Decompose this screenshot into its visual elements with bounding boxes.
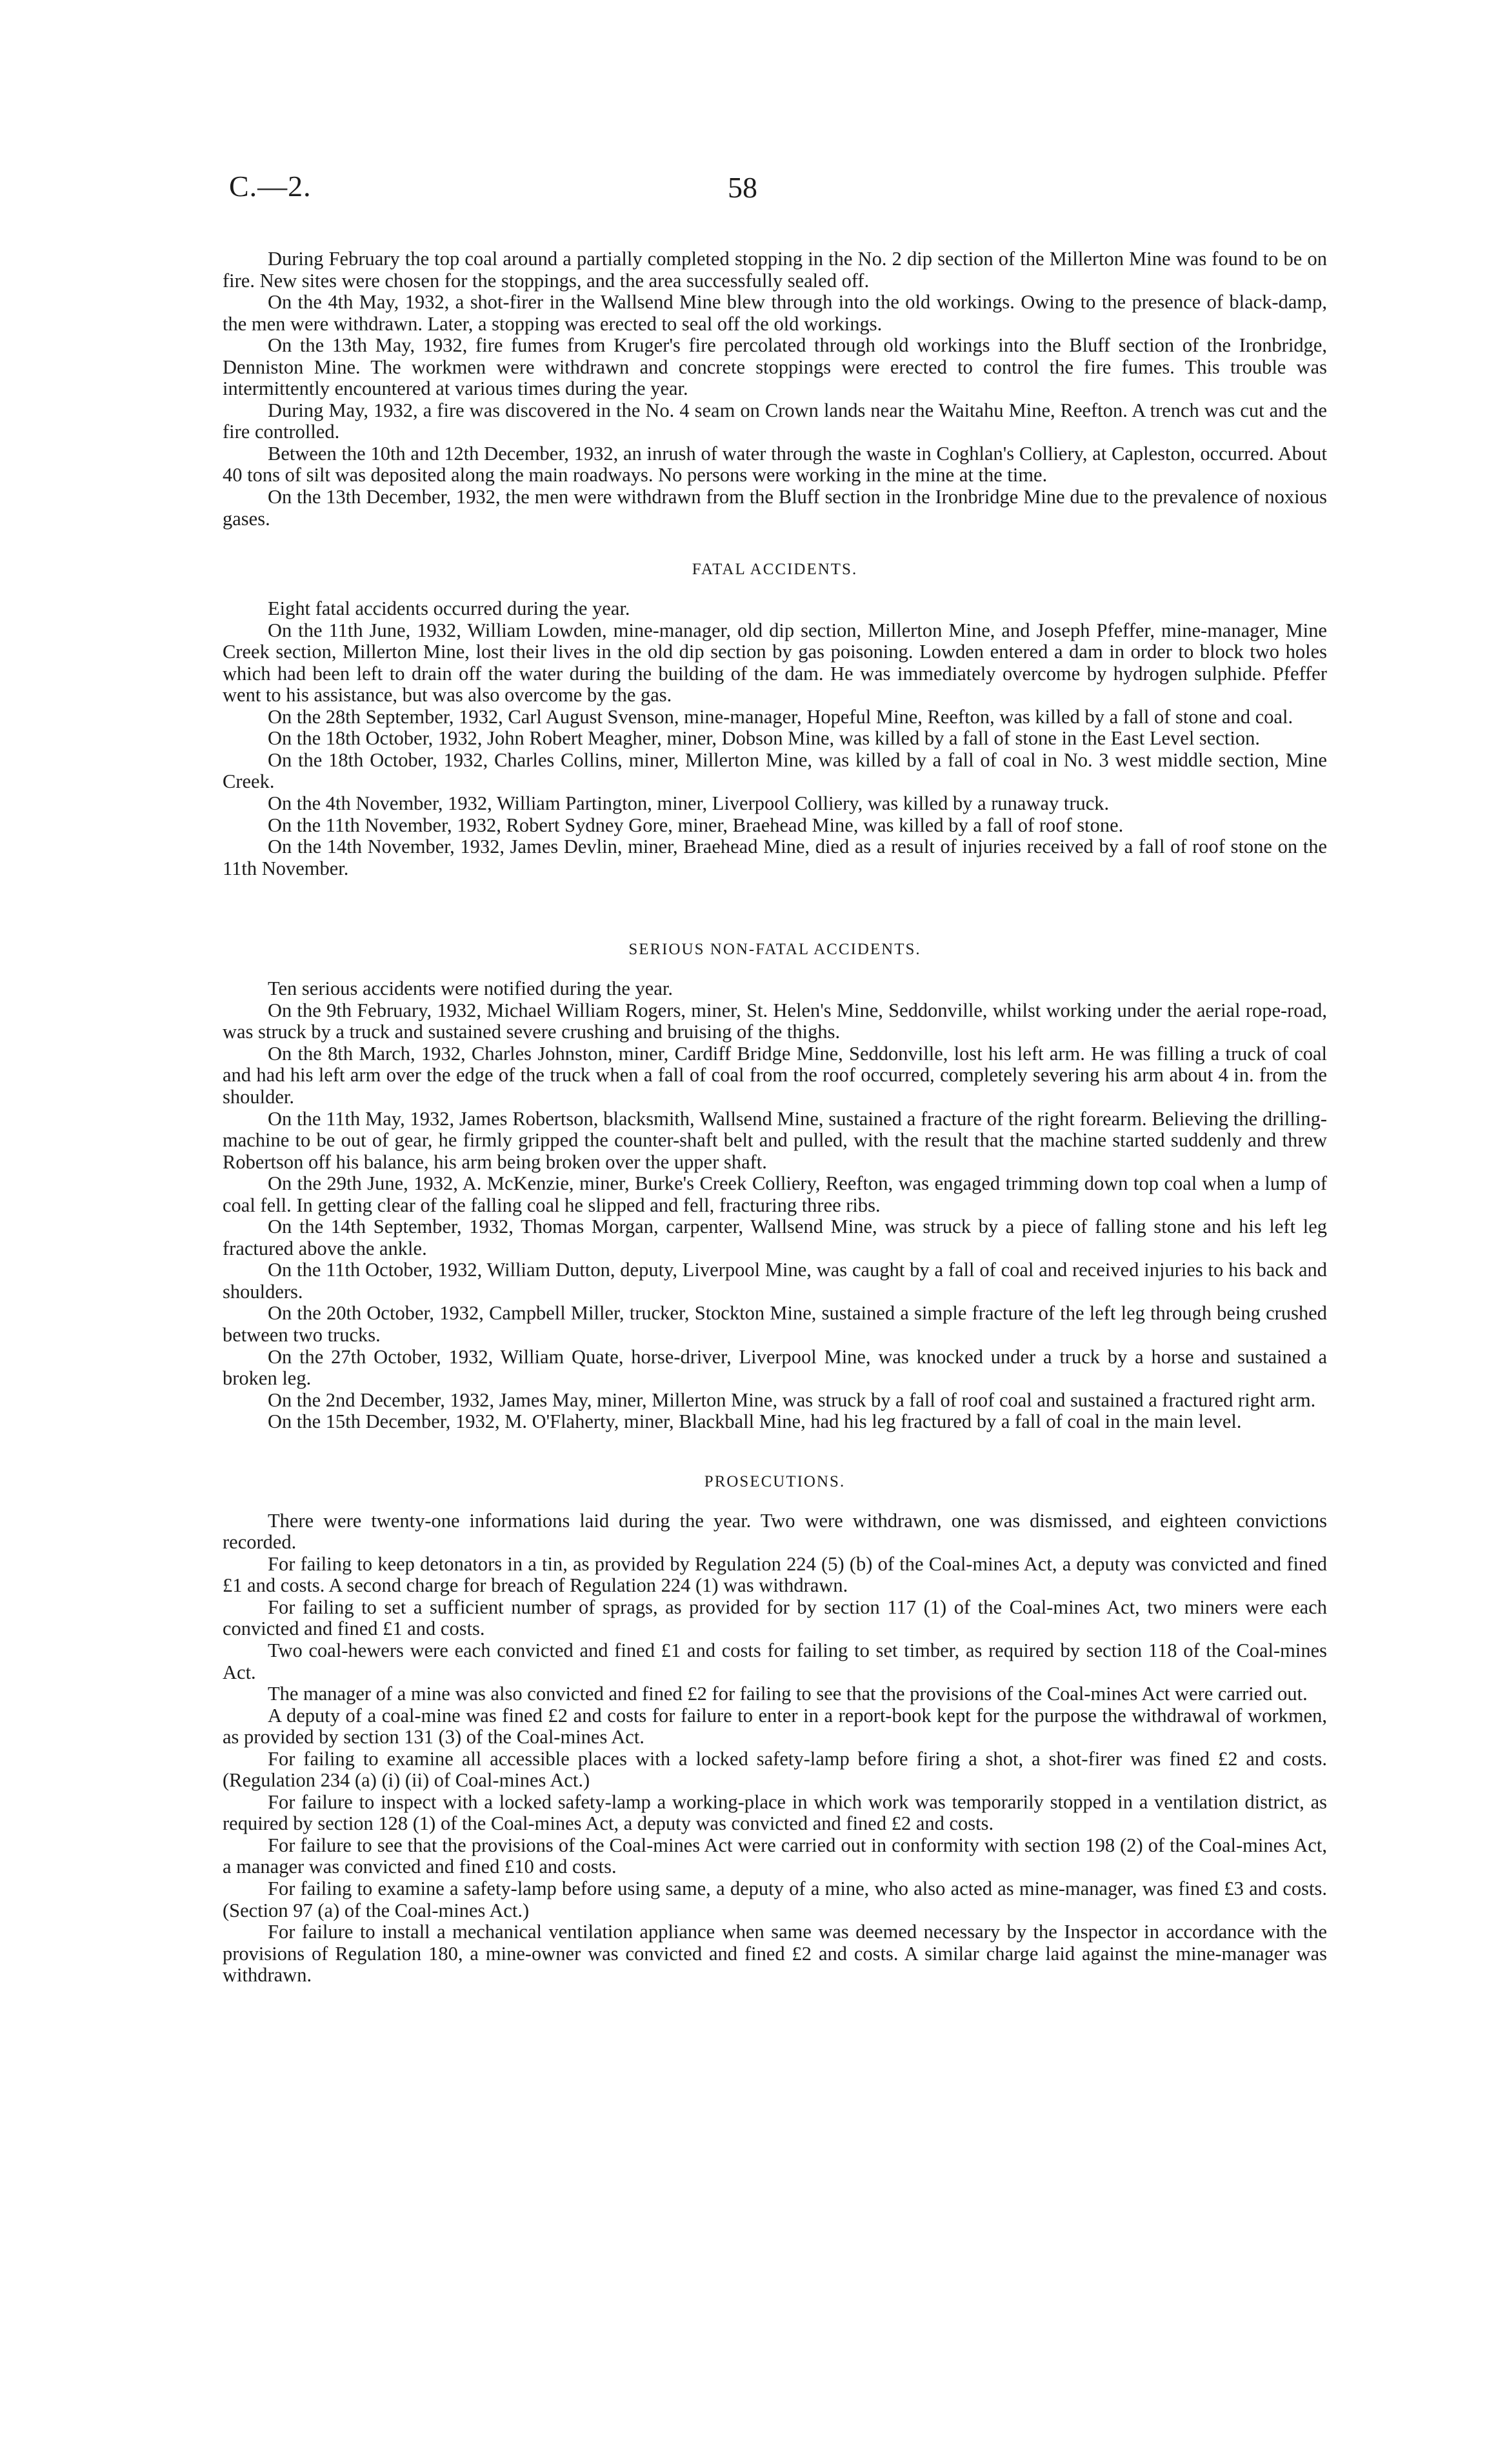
paragraph: On the 8th March, 1932, Charles Johnston, miner, Cardiff Bridge Mine, Seddonville, lost his left arm. He was filling a truck of coal and had his left arm over the edge of the truck when a fall of coal from the roof occurred, completely severing his arm about 4 in. from the shoulder. <box>223 1042 1327 1108</box>
paragraph: For failure to install a mechanical ventilation appliance when same was deemed necessary by the Inspector in accordance with the provisions of Regulation 180, a mine-owner was convicted and fined £2 and costs. A similar charge laid against the mine-manager was withdrawn. <box>223 1921 1327 1987</box>
paragraph: On the 28th September, 1932, Carl August Svenson, mine-manager, Hopeful Mine, Reefton, was killed by a fall of stone and coal. <box>268 705 1293 728</box>
paragraph: On the 18th October, 1932, Charles Collins, miner, Millerton Mine, was killed by a fall of coal in No. 3 west middle section, Mine Creek. <box>223 748 1327 793</box>
paragraph: On the 9th February, 1932, Michael William Rogers, miner, St. Helen's Mine, Seddonville, whilst working under the aerial rope-road, was struck by a truck and sustained severe crushing and bruising of the thighs. <box>223 999 1327 1043</box>
paragraph: On the 11th October, 1932, William Dutton, deputy, Liverpool Mine, was caught by a fall of coal and received injuries to his back and shoulders. <box>223 1259 1327 1303</box>
paragraph: On the 11th November, 1932, Robert Sydney Gore, miner, Braehead Mine, was killed by a fall of roof stone. <box>268 814 1124 836</box>
page-number: 58 <box>728 171 757 204</box>
paragraph: On the 20th October, 1932, Campbell Miller, trucker, Stockton Mine, sustained a simple fracture of the left leg through being crushed between two trucks. <box>223 1302 1327 1346</box>
paragraph: Ten serious accidents were notified during the year. <box>268 977 673 1000</box>
paragraph: There were twenty-one informations laid during the year. Two were withdrawn, one was dismissed, and eighteen convictions recorded. <box>223 1509 1327 1554</box>
paragraph: On the 29th June, 1932, A. McKenzie, miner, Burke's Creek Colliery, Reefton, was engaged trimming down top coal when a lump of coal fell. In getting clear of the falling coal he slipped and fell, fracturing three ribs. <box>223 1172 1327 1216</box>
section-heading: PROSECUTIONS. <box>704 1472 846 1490</box>
paragraph: During February the top coal around a partially completed stopping in the No. 2 dip section of the Millerton Mine was found to be on fire. New sites were chosen for the stoppings, and the area successfully sealed off. <box>223 248 1327 292</box>
paragraph: On the 13th May, 1932, fire fumes from Kruger's fire percolated through old workings into the Bluff section of the Ironbridge, Denniston Mine. The workmen were withdrawn and concrete stoppings were erected to control the fire fumes. This trouble was intermittently encountered at various times during the year. <box>223 334 1327 400</box>
paragraph: On the 11th May, 1932, James Robertson, blacksmith, Wallsend Mine, sustained a fracture of the right forearm. Believing the drilling-machine to be out of gear, he firmly gripped the counter-shaft belt and pulled, with the result that the machine started suddenly and threw Robertson off his balance, his arm being broken over the upper shaft. <box>223 1107 1327 1173</box>
paragraph: During May, 1932, a fire was discovered in the No. 4 seam on Crown lands near the Waitahu Mine, Reefton. A trench was cut and the fire controlled. <box>223 399 1327 443</box>
paragraph: Eight fatal accidents occurred during the year. <box>268 597 630 620</box>
paragraph: Two coal-hewers were each convicted and fined £1 and costs for failing to set timber, as required by section 118 of the Coal-mines Act. <box>223 1639 1327 1683</box>
paragraph: For failing to examine all accessible places with a locked safety-lamp before firing a shot, a shot-firer was fined £2 and costs. (Regulation 234 (a) (i) (ii) of Coal-mines Act.) <box>223 1747 1327 1792</box>
paragraph: On the 15th December, 1932, M. O'Flaherty, miner, Blackball Mine, had his leg fractured by a fall of coal in the main level. <box>268 1410 1242 1433</box>
section-heading: FATAL ACCIDENTS. <box>692 561 858 579</box>
paragraph: On the 4th November, 1932, William Partington, miner, Liverpool Colliery, was killed by a runaway truck. <box>268 792 1110 815</box>
document-code: C.—2. <box>229 170 312 203</box>
paragraph: For failing to keep detonators in a tin, as provided by Regulation 224 (5) (b) of the Coal-mines Act, a deputy was convicted and fined £1 and costs. A second charge for breach of Regulation 224 (1) was withdrawn. <box>223 1552 1327 1597</box>
paragraph: For failure to see that the provisions of the Coal-mines Act were carried out in conformity with section 198 (2) of the Coal-mines Act, a manager was convicted and fined £10 and costs. <box>223 1834 1327 1878</box>
paragraph: On the 13th December, 1932, the men were withdrawn from the Bluff section in the Ironbridge Mine due to the prevalence of noxious gases. <box>223 486 1327 530</box>
paragraph: On the 14th September, 1932, Thomas Morgan, carpenter, Wallsend Mine, was struck by a piece of falling stone and his left leg fractured above the ankle. <box>223 1216 1327 1259</box>
paragraph: For failing to examine a safety-lamp before using same, a deputy of a mine, who also acted as mine-manager, was fined £3 and costs. (Section 97 (a) of the Coal-mines Act.) <box>223 1878 1327 1921</box>
paragraph: On the 2nd December, 1932, James May, miner, Millerton Mine, was struck by a fall of roof coal and sustained a fractured right arm. <box>268 1388 1316 1411</box>
paragraph: For failing to set a sufficient number of sprags, as provided for by section 117 (1) of the Coal-mines Act, two miners were each convicted and fined £1 and costs. <box>223 1596 1327 1640</box>
section-heading: SERIOUS NON-FATAL ACCIDENTS. <box>628 941 921 959</box>
paragraph: The manager of a mine was also convicted and fined £2 for failing to see that the provisions of the Coal-mines Act were carried out. <box>268 1683 1308 1705</box>
paragraph: A deputy of a coal-mine was fined £2 and costs for failure to enter in a report-book kept for the purpose the withdrawal of workmen, as provided by section 131 (3) of the Coal-mines Act. <box>223 1704 1327 1748</box>
paragraph: On the 14th November, 1932, James Devlin, miner, Braehead Mine, died as a result of injuries received by a fall of roof stone on the 11th November. <box>223 836 1327 879</box>
prosecutions-section <box>223 1473 1327 1987</box>
paragraph: For failure to inspect with a locked safety-lamp a working-place in which work was temporarily stopped in a ventilation district, as required by section 128 (1) of the Coal-mines Act, a deputy was convicted and fined £2 and costs. <box>223 1790 1327 1835</box>
paragraph: On the 27th October, 1932, William Quate, horse-driver, Liverpool Mine, was knocked under a truck by a horse and sustained a broken leg. <box>223 1345 1327 1390</box>
fatal-accidents-section <box>223 561 1327 879</box>
intro-section <box>223 248 1327 530</box>
paragraph: On the 18th October, 1932, John Robert Meagher, miner, Dobson Mine, was killed by a fall of stone in the East Level section. <box>268 727 1260 750</box>
paragraph: On the 11th June, 1932, William Lowden, mine-manager, old dip section, Millerton Mine, and Joseph Pfeffer, mine-manager, Mine Creek section, Millerton Mine, lost their lives in the old dip section by gas poisoning. Lowden entered a dam in order to block two holes which had been left to drain off the water during the building of the dam. He was immediately overcome by hydrogen sulphide. Pfeffer went to his assistance, but was also overcome by the gas. <box>223 619 1327 706</box>
body-text <box>223 248 1327 1987</box>
paragraph: On the 4th May, 1932, a shot-firer in the Wallsend Mine blew through into the old workings. Owing to the presence of black-damp, the men were withdrawn. Later, a stopping was erected to seal off the old workings. <box>223 291 1327 335</box>
nonfatal-accidents-section <box>223 941 1327 1432</box>
paragraph: Between the 10th and 12th December, 1932, an inrush of water through the waste in Coghlan's Colliery, at Capleston, occurred. About 40 tons of silt was deposited along the main roadways. No persons were working in the mine at the time. <box>223 442 1327 486</box>
